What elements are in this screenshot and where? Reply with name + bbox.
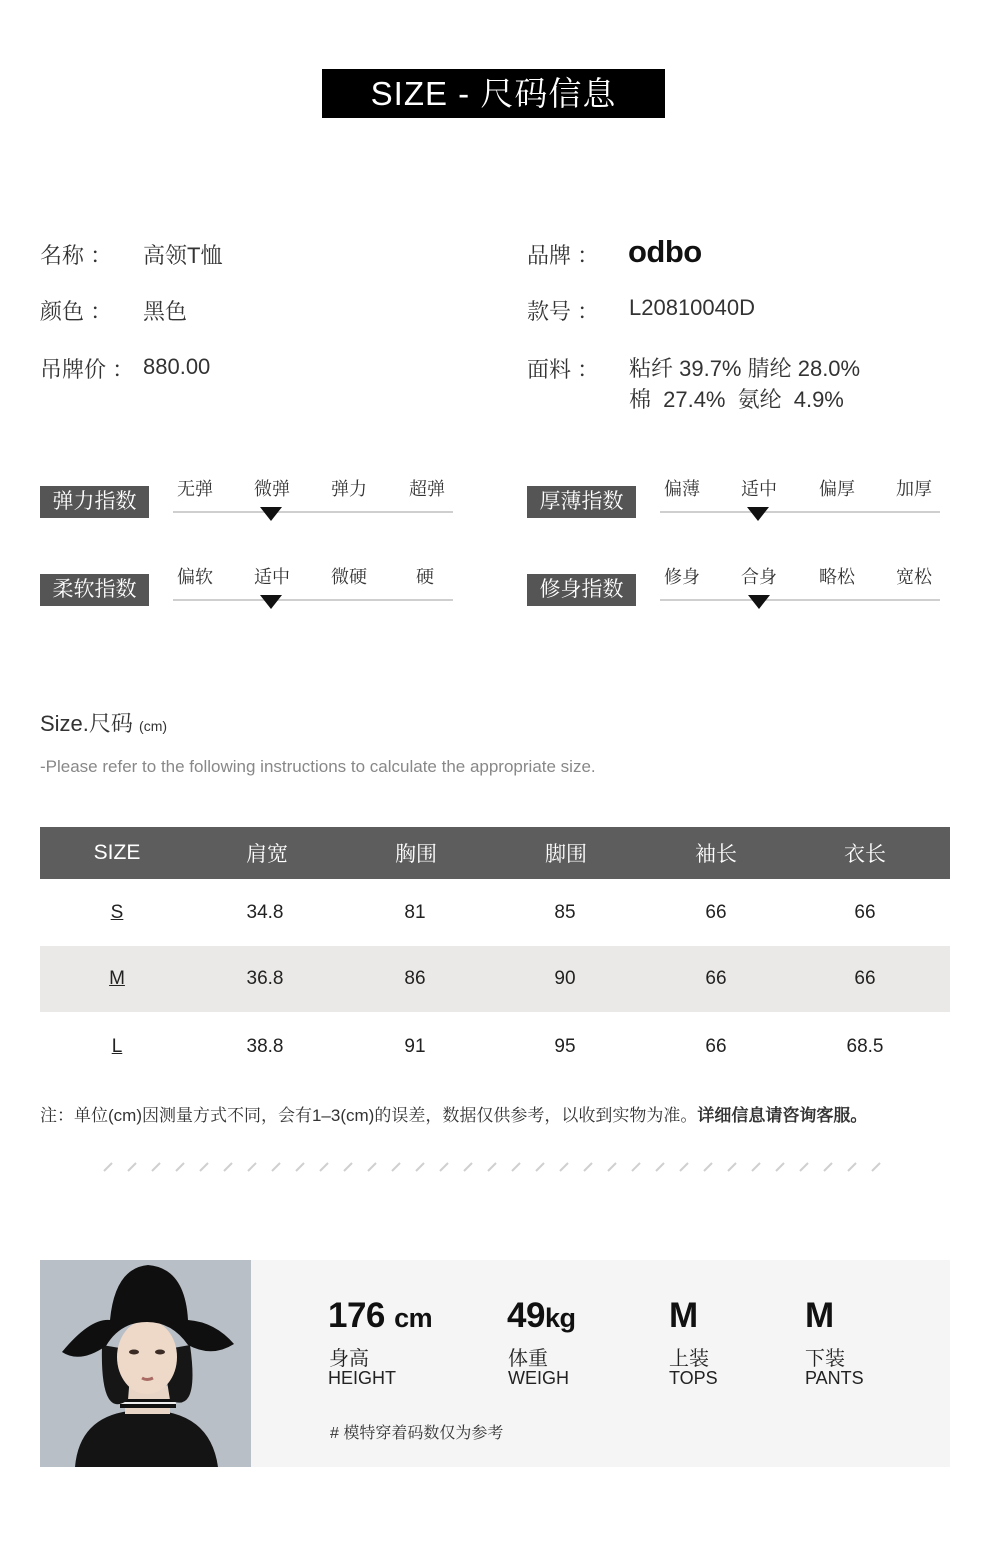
index-option: 偏薄	[664, 479, 700, 499]
name-label: 名称 ：	[40, 243, 113, 268]
index-option: 修身	[664, 567, 700, 587]
measurement-note-bold: 详细信息请咨询客服。	[697, 1106, 868, 1125]
table-cell: 86	[404, 968, 426, 989]
model-weight-value	[507, 1296, 575, 1336]
softness-index-label: 柔软指数	[40, 574, 149, 606]
table-cell-size: S	[110, 901, 124, 923]
index-option: 偏厚	[819, 479, 855, 499]
model-weight-label-en: WEIGH	[508, 1368, 569, 1388]
color-label: 颜色 ：	[40, 299, 113, 324]
color-value: 黑色	[143, 299, 188, 324]
index-option: 偏软	[177, 567, 213, 587]
index-option: 弹力	[331, 479, 367, 499]
price-label: 吊牌价 ：	[40, 357, 135, 382]
model-height-label-en: HEIGHT	[328, 1368, 397, 1388]
model-height-number: 176	[328, 1296, 385, 1335]
model-weight-number: 49	[507, 1296, 545, 1335]
measurement-note-text: 注：单位(cm)因测量方式不同，会有1–3(cm)的误差，数据仅供参考，以收到实物为准。	[40, 1106, 698, 1125]
size-title-text: Size.尺码	[40, 711, 133, 736]
measurement-note	[40, 1101, 867, 1126]
brand-logo: odbo	[628, 234, 702, 269]
table-cell: 66	[705, 901, 727, 923]
model-tops-label-cn: 上装	[669, 1348, 709, 1370]
table-header-cell: 肩宽	[246, 843, 288, 866]
index-option: 硬	[416, 567, 434, 587]
table-header-cell: 脚围	[545, 843, 587, 866]
model-tops-size: M	[669, 1296, 698, 1335]
table-cell: 36.8	[246, 968, 284, 989]
size-unit: (cm)	[139, 718, 168, 734]
name-value: 高领T恤	[143, 243, 223, 268]
model-height-label-cn: 身高	[329, 1348, 369, 1370]
table-cell: 95	[554, 1036, 576, 1057]
model-height-value	[328, 1296, 432, 1336]
index-option: 微弹	[254, 479, 290, 499]
table-cell: 90	[554, 968, 576, 989]
style-label: 款号 ：	[527, 299, 600, 324]
table-cell: 68.5	[846, 1036, 884, 1057]
size-instructions: -Please refer to the following instructions to calculate the appropriate size.	[40, 757, 596, 776]
model-pants-label-cn: 下装	[805, 1348, 845, 1370]
table-cell-size: L	[111, 1036, 123, 1057]
index-option: 适中	[254, 567, 290, 587]
index-marker-icon	[260, 507, 282, 521]
table-cell: 66	[854, 968, 876, 989]
style-value: L20810040D	[629, 295, 756, 320]
table-header-cell: SIZE	[93, 841, 141, 864]
fabric-line-2: 棉 27.4% 氨纶 4.9%	[629, 387, 844, 412]
table-cell: 85	[554, 901, 576, 923]
index-option: 适中	[741, 479, 777, 499]
table-cell: 91	[404, 1036, 426, 1057]
index-option: 无弹	[177, 479, 213, 499]
index-option: 宽松	[896, 567, 932, 587]
index-track	[173, 599, 453, 601]
index-track	[660, 599, 940, 601]
model-photo	[40, 1260, 251, 1467]
dashed-divider	[100, 1161, 890, 1173]
fabric-line-1: 粘纤 39.7% 腈纶 28.0%	[629, 356, 861, 381]
model-height-unit: cm	[394, 1303, 433, 1333]
table-cell: 34.8	[246, 901, 284, 923]
index-track	[660, 511, 940, 513]
index-option: 微硬	[331, 567, 367, 587]
table-row	[40, 1012, 950, 1082]
page-title: SIZE - 尺码信息	[322, 69, 665, 118]
fabric-label: 面料 ：	[527, 357, 600, 382]
thickness-index-label: 厚薄指数	[527, 486, 636, 518]
index-option: 合身	[741, 567, 777, 587]
index-marker-icon	[747, 507, 769, 521]
table-cell: 66	[854, 901, 876, 923]
elasticity-index-label: 弹力指数	[40, 486, 149, 518]
table-cell: 38.8	[246, 1036, 284, 1057]
model-weight-label-cn: 体重	[508, 1348, 548, 1370]
table-header-cell: 胸围	[395, 843, 437, 866]
table-cell-size: M	[109, 968, 125, 989]
index-option: 略松	[819, 567, 855, 587]
table-cell: 81	[404, 901, 426, 923]
index-option: 加厚	[896, 479, 932, 499]
index-track	[173, 511, 453, 513]
fit-index-label: 修身指数	[527, 574, 636, 606]
index-option: 超弹	[409, 479, 445, 499]
table-header-cell: 袖长	[695, 843, 737, 866]
model-pants-size: M	[805, 1296, 834, 1335]
model-pants-label-en: PANTS	[805, 1368, 864, 1388]
index-marker-icon	[748, 595, 770, 609]
table-row	[40, 946, 950, 1012]
index-marker-icon	[260, 595, 282, 609]
model-size-note: # 模特穿着码数仅为参考	[330, 1425, 504, 1442]
price-value: 880.00	[143, 354, 211, 379]
table-header-cell: 衣长	[844, 843, 886, 866]
table-row	[40, 879, 950, 946]
table-header-row	[40, 827, 950, 879]
model-tops-label-en: TOPS	[669, 1368, 718, 1388]
model-weight-unit: kg	[544, 1303, 576, 1333]
table-cell: 66	[705, 968, 727, 989]
table-cell: 66	[705, 1036, 727, 1057]
size-table	[40, 827, 950, 1082]
size-section-title	[40, 707, 167, 738]
brand-label: 品牌 ：	[527, 243, 600, 268]
